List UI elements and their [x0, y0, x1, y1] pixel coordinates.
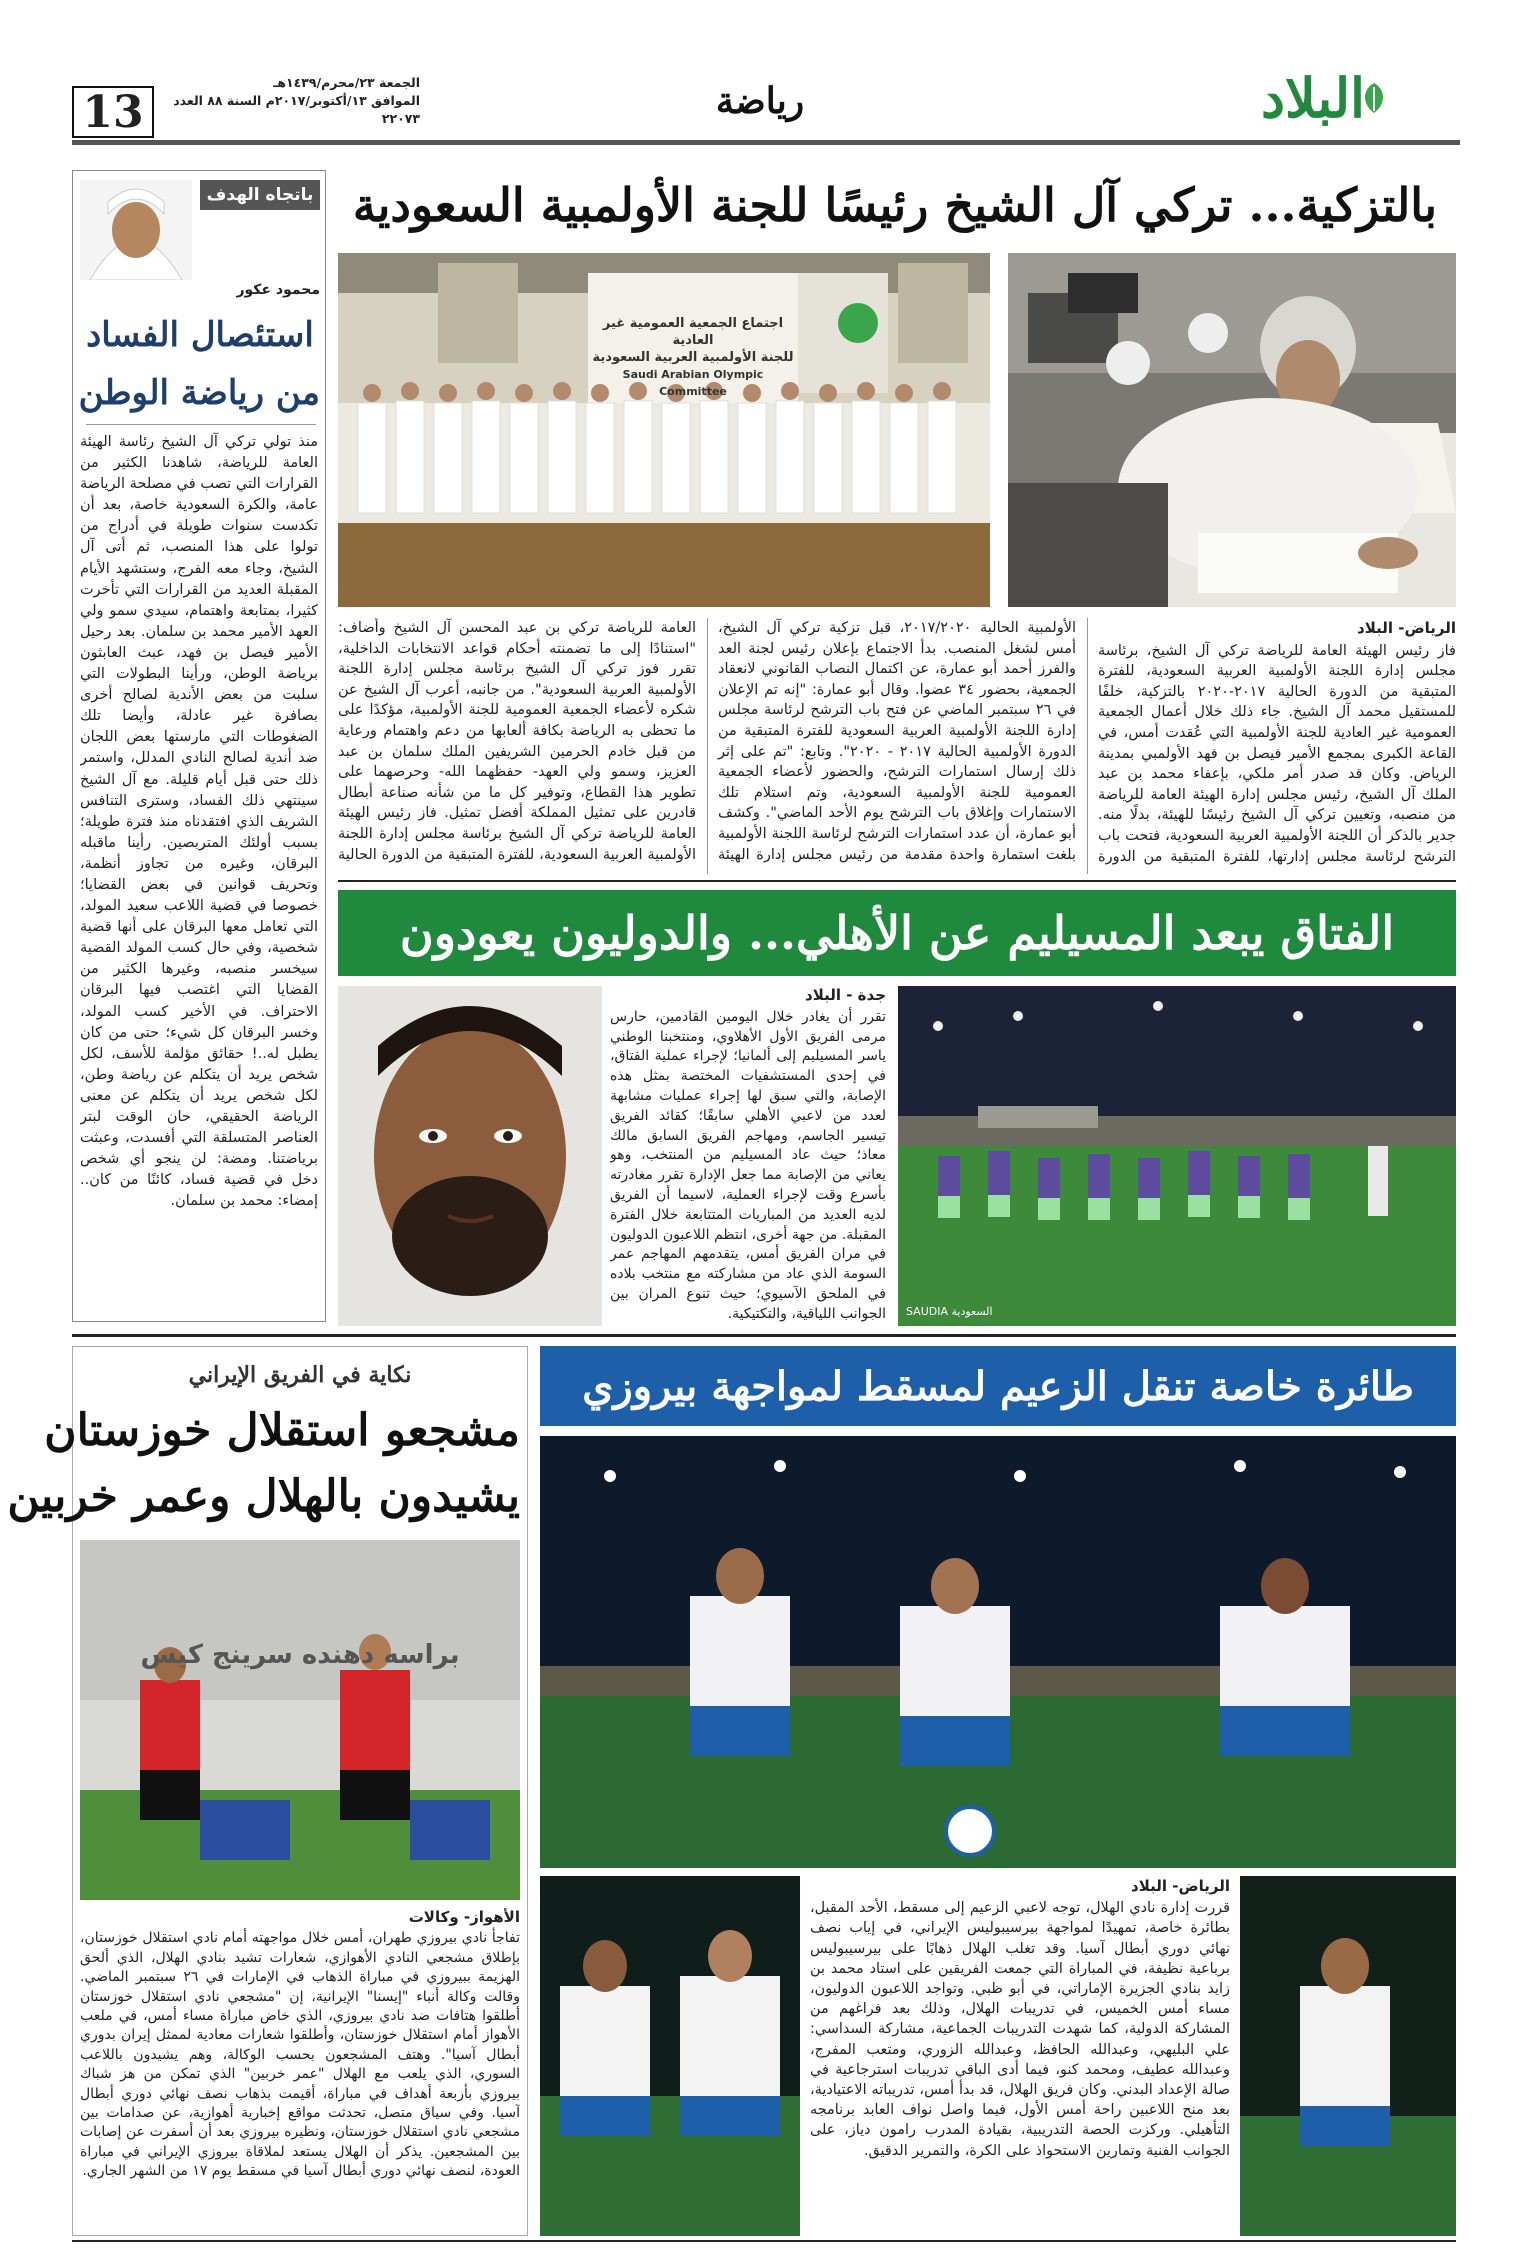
column-title [80, 306, 320, 422]
masthead [0, 0, 1516, 150]
story1-byline: الرياض- البلاد [1357, 619, 1456, 637]
story3-photo-inset [1240, 1876, 1456, 2236]
story4-kicker: نكاية في الفريق الإيراني [188, 1362, 412, 1388]
newspaper-logo [1261, 66, 1461, 130]
story2-headline-banner [338, 890, 1456, 976]
story3-photo-small [540, 1876, 800, 2236]
issue-date [160, 74, 420, 128]
story4-text: تفاجأ نادي بيروزي طهران، أمس خلال مواجهته أمام نادي استقلال خوزستان، بإطلاق مشجعي النادي الأهوازي، شعارات تشيد بنادي الهلال، الذي ألحق الهزيمة ببيروزي في مباراة الذهاب في الإمارات في ٢٦ سبتمبر الماضي. وقالت وكالة أنباء "إيسنا" الإيرانية، إن "مشجعي نادي استقلال خوزستان أطلقوا هتافات ضد نادي بيروزي، الذي خاض مباراة مساء أمس، في ملعب الأهواز أمام استقلال خوزستان، وأطلقوا شعارات معادية لممثل إيران بدوري أبطال آسيا". وهتف المشجعون بحسب الوكالة، وهم يشيدون باللاعب السوري، الذي يلعب مع الهلال "عمر خربين" الذي تمكن من هز شباك بيروزي بأربعة أهداف في مباراة، أقيمت بذهاب نصف نهائي دوري أبطال آسيا. وفي سياق متصل، تحدثت مواقع إخبارية أهوازية، عن صدامات بين مشجعي نادي استقلال خوزستان، ونظيره بيروزي بعد أن أسفرت عن إصابات بين المشجعين. يذكر أن الهلال يستعد لملاقاة بيروزي الإيراني في مباراة العودة، لنصف نهائي دوري أبطال آسيا في مسقط يوم ١٧ من الشهر الجاري. [80, 1930, 520, 2180]
section-title: رياضة [715, 80, 805, 122]
story1-photo-assembly [338, 253, 990, 607]
saudia-logo: السعودية SAUDIA [906, 1305, 993, 1318]
column-body: منذ تولي تركي آل الشيخ رئاسة الهيئة العامة للرياضة، شاهدنا الكثير من القرارات التي تصب في مصلحة الرياضة عامة، والكرة السعودية خاصة، بعد أن تكدست سنوات طويلة في أدراج من تولوا على هذا المنصب، ثم أتى آل الشيخ، وجاء معه الفرج، وستشهد الأيام المقبلة العديد من القرارات التي تأخرت كثيرا، بمتابعة واهتمام، سيدي سمو ولي العهد الأمير محمد بن سلمان. بعد رحيل الأمير فيصل بن فهد، عبث العابثون برياضة الوطن، ورأينا البطولات التي سلبت من بعض الأندية لصالح أخرى بصافرة غير عادلة، وأيضا تلك الضغوطات التي مارستها بعض اللجان ضد أندية لصالح النادي المدلل، واستمر ذلك حتى قبل أيام قليلة. مع آل الشيخ سينتهي ذلك الفساد، وسترى التنافس الشريف الذي افتقدناه منذ فترة طويلة؛ بسبب أولئك المتربصين. رأينا ماقبله البرقان، وغيره من تجاوز أنظمة، وتحريف قوانين في بعض القضايا؛ خصوصا في قضية اللاعب سعيد المولد، التي تعامل معها البرقان على أنها قضية شخصية، وفي حال كسب المولد القضية سيخسر منصبه، وغيرها الكثير من القضايا التي اغتصب فيها البرقان الاحتراف. في الأخير كسب المولد، وخسر البرقان كل شيء؛ حتى من كان يطبل له..! حقائق مؤلمة للأسف، لكل شخص يريد أن يتكلم عن رياضة وطن، لكل شخص يريد أن يتكلم عن معنى الرياضة الحقيقي، حان الوقت لبتر العناصر المتسلقة التي أفسدت، وعبثت برياضتنا. ومضة: لن ينجو أي شخص دخل في قضية فساد، كائنًا من كان.. إمضاء: محمد بن سلمان. [80, 434, 318, 1210]
page-number: 13 [72, 86, 154, 138]
banner-line-1: اجتماع الجمعية العمومية غير العادية [602, 316, 784, 348]
banner-line-2: للجنة الأولمبية العربية السعودية [592, 350, 794, 365]
story1-photo-signing [1008, 253, 1456, 607]
story2-body [610, 986, 886, 1328]
story2-headline: الفتاق يبعد المسيليم عن الأهلي... والدوليون يعودون [399, 906, 1395, 960]
story3-text: قررت إدارة نادي الهلال، توجه لاعبي الزعيم إلى مسقط، الأحد المقبل، بطائرة خاصة، تمهيدًا لمواجهة بيرسيبوليس الإيراني، في إياب نصف نهائي دوري أبطال آسيا. وقد تغلب الهلال ذهابًا على بيرسيبوليس برباعية نظيفة، في المباراة التي جمعت الفريقين على استاد محمد بن زايد بنادي الجزيرة الإماراتي، في أبو ظبي. وتواجد اللاعبون الدوليون، مساء أمس الخميس، في تدريبات الهلال، وذلك بعد فراغهم من المشاركة الدولية، كما شهدت التدريبات الجماعية، مشاركة السداسي: علي البليهي، وعبدالله الحافظ، وعبدالله الزوري، ومتعب المفرج، وعبدالله عطيف، ومحمد كنو، فيما أدى الباقي تدريبات استرجاعية في صالة الإعداد البدني. وكان فريق الهلال، قد بدأ أمس، تدريباته الاعتيادية، بعد منح اللاعبين راحة أمس الأول، فيما واصل نواف العابد برنامجه التأهيلي. وركزت الحصة التدريبية، بقيادة المدرب رامون دياز، على الجوانب الفنية وتمارين الاستحواذ على الكرة، والتمرير الدقيق. [810, 1900, 1230, 2159]
story2-photo-portrait [338, 986, 602, 1326]
stadium-sign: براسه دهنده سرینج کیس [140, 1640, 460, 1670]
logo-text: البلاد [1261, 66, 1366, 130]
column-title-rule [86, 424, 316, 425]
date-gregorian: الموافق ١٣/أكتوبر/٢٠١٧م السنة ٨٨ العدد ٢٢٠٧٣ [173, 93, 420, 126]
story4-photo [80, 1540, 520, 1900]
column-kicker: باتجاه الهدف [200, 180, 320, 210]
story4-body [80, 1908, 520, 2230]
column-author: محمود عكور [236, 282, 320, 298]
story4-headline-line-1: مشجعو استقلال خوزستان [44, 1405, 520, 1456]
column-title-line-1: استئصال الفساد [86, 315, 314, 355]
banner-line-3: Saudi Arabian Olympic Committee [622, 368, 764, 398]
divider-bottom [72, 2240, 1456, 2242]
story4-headline-line-2: يشيدون بالهلال وعمر خربين [7, 1471, 520, 1522]
story3-headline-banner [540, 1346, 1456, 1426]
story4-headline [7, 1398, 520, 1530]
story3-byline: الرياض- البلاد [1131, 1877, 1230, 1895]
story1-text: فاز رئيس الهيئة العامة للرياضة تركي آل الشيخ، برئاسة مجلس إدارة اللجنة الأولمبية العربية السعودية، للفترة المتبقية من الدورة الحالية ٢٠١٧-٢٠٢٠ بالتزكية، خلفًا للمستقيل محمد آل الشيخ. جاء ذلك خلال أعمال الجمعية العمومية غير العادية للجنة الأولمبية التي عُقدت أمس، في القاعة الكبرى بمجمع الأمير فيصل بن فهد الأولمبي بمدينة الرياض. وكان قد صدر أمر ملكي، بإعفاء محمد بن عبد الملك آل الشيخ، رئيس مجلس إدارة الهيئة العامة للرياضة من منصبه، وتعيين تركي آل الشيخ رئيسًا للهيئة، بدلًا منه. جدير بالذكر أن اللجنة الأولمبية العربية السعودية، فتحت باب الترشح لرئاسة مجلس إدارتها، للفترة المتبقية من الدورة الأولمبية الحالية ٢٠١٧/٢٠٢٠، قبل تزكية تركي آل الشيخ، أمس لشغل المنصب. بدأ الاجتماع بإعلان رئيس لجنة العد والفرز أحمد أبو عمارة، عن اكتمال النصاب القانوني لانعقاد الجمعية، بحضور ٣٤ عضوا. وقال أبو عمارة: "إنه تم الإعلان في ٢٦ سبتمبر الماضي عن فتح باب الترشح لرئاسة مجلس إدارة اللجنة الأولمبية العربية السعودية للفترة المتبقية من الدورة الأولمبية الحالية ٢٠١٧ - ٢٠٢٠". وتابع: "تم على إثر ذلك إرسال استمارات الترشح، والحضور لأعضاء الجمعية العمومية للجنة الأولمبية السعودية، وتم استلام تلك الاستمارات وإغلاق باب الترشح يوم الأحد الماضي". وكشف أبو عمارة، أن عدد استمارات الترشح لرئاسة اللجنة الأولمبية بلغت استمارة واحدة مقدمة من رئيس مجلس إدارة الهيئة العامة للرياضة تركي بن عبد المحسن آل الشيخ وأضاف: "استنادًا إلى ما تضمنته أحكام قواعد الانتخابات الداخلية، تقرر فوز تركي آل الشيخ برئاسة مجلس إدارة اللجنة الأولمبية العربية السعودية". من جانبه، أعرب آل الشيخ عن شكره لأعضاء الجمعية العمومية للجنة الأولمبية، مؤكدًا على ما تحظى به الرياضة بكافة ألعابها من دعم واهتمام ورعاية من قبل خادم الحرمين الشريفين الملك سلمان بن عبد العزيز، وسمو ولي العهد- حفظهما الله- وحرصهما على تطوير هذا القطاع، وتوفير كل ما من شأنه صناعة أبطال قادرين على تمثيل المملكة أفضل تمثيل. فاز رئيس الهيئة العامة للرياضة تركي آل الشيخ برئاسة مجلس إدارة اللجنة الأولمبية العربية السعودية، للفترة المتبقية من الدورة الحالية [338, 620, 1456, 865]
story2-photo-training [898, 986, 1456, 1326]
date-hijri: الجمعة ٢٣/محرم/١٤٣٩هـ [273, 75, 420, 90]
divider-1 [338, 880, 1456, 882]
story4-byline: الأهواز- وكالات [408, 1908, 520, 1926]
masthead-rule [72, 140, 1460, 145]
story1-body [338, 618, 1456, 874]
story3-headline: طائرة خاصة تنقل الزعيم لمسقط لمواجهة بيروزي [582, 1362, 1414, 1410]
story2-byline: جدة - البلاد [805, 986, 886, 1004]
assembly-banner [588, 315, 798, 400]
story3-photo-main [540, 1436, 1456, 1868]
author-photo [80, 180, 192, 280]
story1-headline: بالتزكية... تركي آل الشيخ رئيسًا للجنة الأولمبية السعودية [352, 178, 1438, 232]
story3-body [810, 1876, 1230, 2236]
column-title-line-2: من رياضة الوطن [78, 373, 320, 413]
story2-text: تقرر أن يغادر خلال اليومين القادمين، حارس مرمى الفريق الأول الأهلاوي، ومنتخبنا الوطني ياسر المسيليم إلى ألمانيا؛ لإجراء عملية الفتاق، في إحدى المستشفيات المختصة بمثل هذه الإصابة، والتي سبق لها إجراء عمليات مشابهة لعدد من لاعبي الأهلي سابقًا؛ كقائد الفريق تيسير الجاسم، ومهاجم الفريق السابق مالك معاذ؛ حيث عاد المسيليم من المنتخب، وهو يعاني من الإصابة مما جعل الإدارة تقرر مغادرته بأسرع وقت لإجراء العملية، لاسيما أن الفريق لديه العديد من المباريات المتتابعة خلال الفترة المقبلة. من جهة أخرى، انتظم اللاعبون الدوليون في مران الفريق أمس، يتقدمهم المهاجم عمر السومة الذي عاد من مشاركته مع منتخب بلاده في الملحق الآسيوي؛ حيث تنوع المران بين الجوانب اللياقية، والتكتيكية. [610, 1008, 886, 1322]
divider-2 [72, 1334, 1456, 1337]
